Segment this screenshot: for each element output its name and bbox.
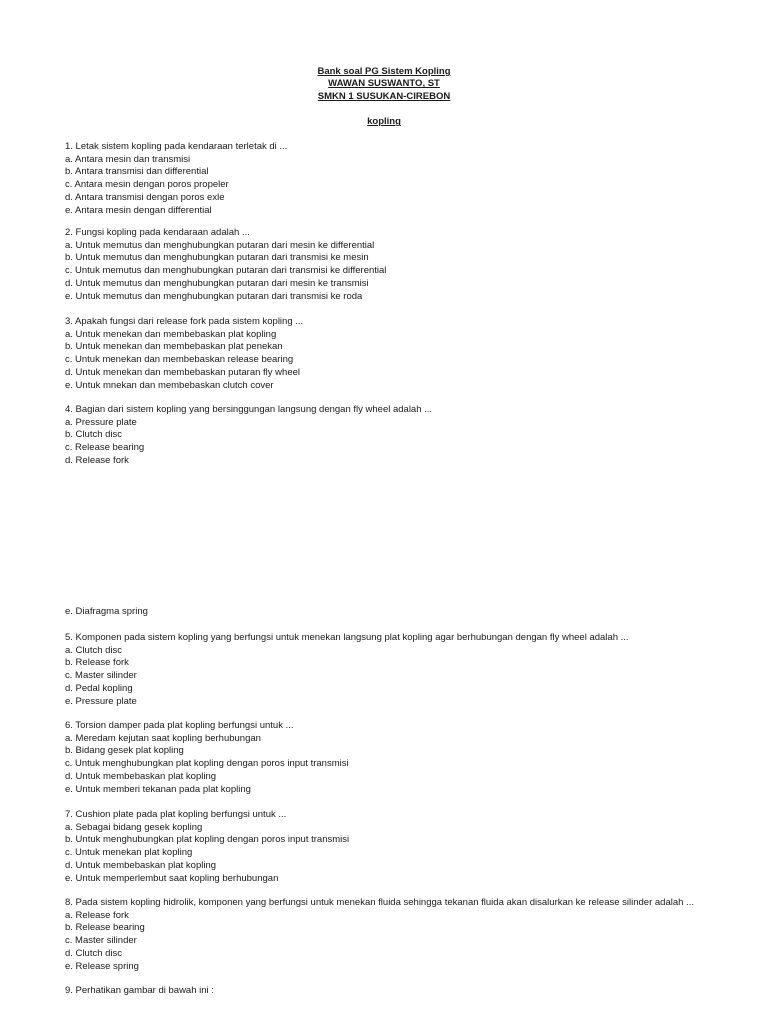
question-text: 1. Letak sistem kopling pada kendaraan terletak di ... bbox=[65, 141, 288, 152]
question-6 bbox=[65, 720, 745, 796]
option-a: a. Clutch disc bbox=[65, 644, 123, 656]
question-text: 9. Perhatikan gambar di bawah ini : bbox=[65, 985, 214, 996]
option-e: e. Pressure plate bbox=[65, 695, 137, 707]
option-c: c. Master silinder bbox=[65, 670, 137, 682]
question-text: 3. Apakah fungsi dari release fork pada sistem kopling ... bbox=[65, 316, 304, 327]
document-header bbox=[0, 66, 768, 129]
option-c: c. Release bearing bbox=[65, 442, 145, 454]
option-e: e. Antara mesin dengan differential bbox=[65, 204, 212, 216]
option-c: c. Untuk menekan plat kopling bbox=[65, 847, 193, 859]
option-b: b. Antara transmisi dan differential bbox=[65, 166, 209, 178]
option-e: e. Diafragma spring bbox=[65, 606, 148, 617]
option-c: c. Untuk menekan dan membebaskan release bearing bbox=[65, 354, 294, 366]
question-9 bbox=[65, 985, 745, 998]
question-7 bbox=[65, 809, 745, 885]
doc-title: Bank soal PG Sistem Kopling bbox=[317, 66, 451, 77]
option-a: a. Untuk menekan dan membebaskan plat kopling bbox=[65, 328, 277, 340]
option-b: b. Untuk menekan dan membebaskan plat penekan bbox=[65, 341, 283, 353]
question-text: 7. Cushion plate pada plat kopling berfungsi untuk ... bbox=[65, 809, 287, 820]
option-d: d. Antara transmisi dengan poros exle bbox=[65, 191, 225, 203]
option-b: b. Untuk memutus dan menghubungkan putaran dari transmisi ke mesin bbox=[65, 252, 369, 264]
option-c: c. Master silinder bbox=[65, 935, 137, 947]
question-4 bbox=[65, 404, 745, 468]
option-d: d. Clutch disc bbox=[65, 947, 123, 959]
option-c: c. Untuk menghubungkan plat kopling dengan poros input transmisi bbox=[65, 758, 349, 770]
doc-author: WAWAN SUSWANTO, ST bbox=[328, 78, 440, 90]
option-a: a. Sebagai bidang gesek kopling bbox=[65, 821, 203, 833]
option-c: c. Untuk memutus dan menghubungkan putaran dari transmisi ke differential bbox=[65, 265, 387, 277]
question-text: 6. Torsion damper pada plat kopling berfungsi untuk ... bbox=[65, 720, 294, 731]
option-a: a. Antara mesin dan transmisi bbox=[65, 153, 191, 165]
question-2 bbox=[65, 227, 745, 303]
doc-topic: kopling bbox=[367, 116, 401, 128]
option-a: a. Meredam kejutan saat kopling berhubungan bbox=[65, 732, 261, 744]
option-e: e. Untuk memberi tekanan pada plat kopling bbox=[65, 783, 251, 795]
question-text: 5. Komponen pada sistem kopling yang berfungsi untuk menekan langsung plat kopling agar berhubungan dengan fly wheel adalah ... bbox=[65, 632, 629, 643]
option-d: d. Untuk memutus dan menghubungkan putaran dari mesin ke transmisi bbox=[65, 277, 369, 289]
option-d: d. Untuk membebaskan plat kopling bbox=[65, 859, 217, 871]
option-d: d. Release fork bbox=[65, 454, 129, 466]
option-d: d. Untuk membebaskan plat kopling bbox=[65, 770, 217, 782]
option-a: a. Untuk memutus dan menghubungkan putaran dari mesin ke differential bbox=[65, 239, 375, 251]
doc-school: SMKN 1 SUSUKAN-CIREBON bbox=[317, 90, 451, 102]
question-4-continued bbox=[65, 606, 745, 619]
option-e: e. Untuk mnekan dan membebaskan clutch cover bbox=[65, 379, 274, 391]
question-text: 8. Pada sistem kopling hidrolik, komponen yang berfungsi untuk menekan fluida sehingga tekanan fluida akan disalurkan ke release silinder adalah ... bbox=[65, 897, 694, 908]
option-e: e. Untuk memperlembut saat kopling berhubungan bbox=[65, 872, 279, 884]
question-3 bbox=[65, 316, 745, 392]
option-b: b. Clutch disc bbox=[65, 429, 123, 441]
option-a: a. Release fork bbox=[65, 909, 129, 921]
question-1 bbox=[65, 141, 745, 217]
option-e: e. Untuk memutus dan menghubungkan putaran dari transmisi ke roda bbox=[65, 290, 363, 302]
option-b: b. Untuk menghubungkan plat kopling dengan poros input transmisi bbox=[65, 834, 350, 846]
option-b: b. Release bearing bbox=[65, 922, 145, 934]
option-b: b. Release fork bbox=[65, 657, 129, 669]
question-text: 4. Bagian dari sistem kopling yang bersinggungan langsung dengan fly wheel adalah ... bbox=[65, 404, 433, 415]
question-text: 2. Fungsi kopling pada kendaraan adalah ... bbox=[65, 227, 250, 238]
option-e: e. Release spring bbox=[65, 960, 139, 972]
option-d: d. Pedal kopling bbox=[65, 682, 133, 694]
question-5 bbox=[65, 632, 745, 708]
question-8 bbox=[65, 897, 745, 973]
option-a: a. Pressure plate bbox=[65, 416, 137, 428]
option-b: b. Bidang gesek plat kopling bbox=[65, 745, 184, 757]
option-d: d. Untuk menekan dan membebaskan putaran fly wheel bbox=[65, 366, 300, 378]
option-c: c. Antara mesin dengan poros propeler bbox=[65, 179, 229, 191]
